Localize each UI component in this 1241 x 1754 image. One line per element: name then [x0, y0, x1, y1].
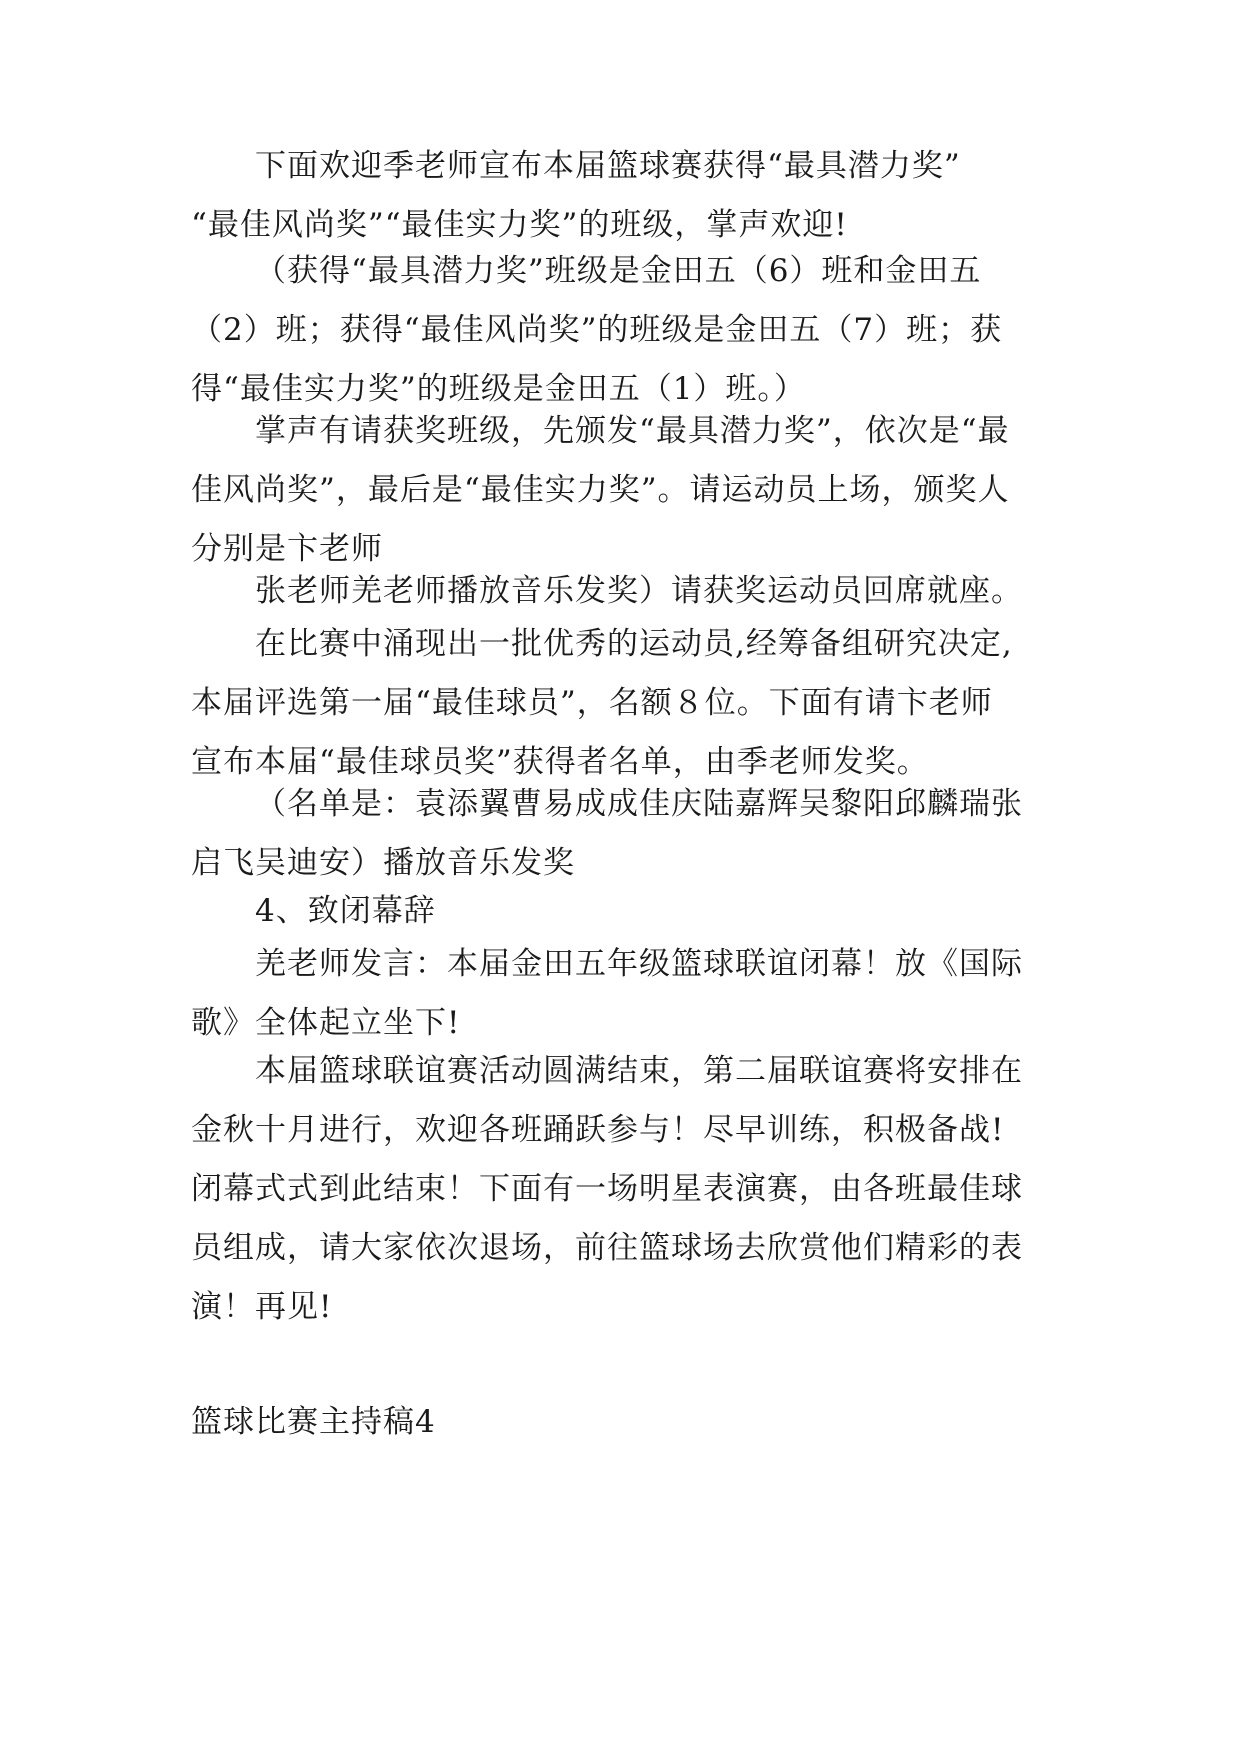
paragraph-award-announcement: [191, 137, 1051, 255]
text-line: （名单是：袁添翼曹易成成佳庆陆嘉辉吴黎阳邱麟瑞张: [255, 786, 1023, 822]
text-line: 掌声有请获奖班级，先颁发“最具潜力奖”，依次是“最: [255, 413, 1010, 449]
paragraph-closing-speech-title: [191, 882, 1051, 941]
section-heading: 篮球比赛主持稿4: [191, 1404, 436, 1440]
paragraph-award-ceremony: [191, 402, 1051, 579]
text-line: （2）班；获得“最佳风尚奖”的班级是金田五（7）班；获: [191, 312, 1003, 348]
text-line: 本届评选第一届“最佳球员”，名额８位。下面有请卞老师: [191, 685, 993, 721]
paragraph-closing-remarks: [191, 935, 1051, 1053]
text-line: 张老师羌老师播放音乐发奖）请获奖运动员回席就座。: [255, 573, 1023, 609]
text-line: 员组成，请大家依次退场，前往篮球场去欣赏他们精彩的表: [191, 1230, 1023, 1266]
paragraph-best-player: [191, 615, 1051, 792]
text-line: 得“最佳实力奖”的班级是金田五（1）班。）: [191, 371, 806, 407]
text-line: 金秋十月进行，欢迎各班踊跃参与！尽早训练，积极备战!: [191, 1112, 1005, 1148]
text-line: 演！再见!: [191, 1289, 333, 1325]
text-line: “最佳风尚奖”“最佳实力奖”的班级，掌声欢迎!: [191, 207, 848, 243]
text-line: 4、致闭幕辞: [255, 893, 436, 929]
paragraph-award-winners: [191, 242, 1051, 419]
text-line: 本届篮球联谊赛活动圆满结束，第二届联谊赛将安排在: [255, 1053, 1023, 1089]
text-line: （获得“最具潜力奖”班级是金田五（6）班和金田五: [255, 253, 982, 289]
text-line: 歌》全体起立坐下!: [191, 1005, 461, 1041]
text-line: 在比赛中涌现出一批优秀的运动员,经筹备组研究决定,: [255, 626, 1013, 662]
text-line: 分别是卞老师: [191, 531, 383, 567]
paragraph-event-conclusion: [191, 1042, 1051, 1337]
paragraph-player-list: [191, 775, 1051, 893]
text-line: 闭幕式式到此结束！下面有一场明星表演赛，由各班最佳球: [191, 1171, 1023, 1207]
text-line: 佳风尚奖”，最后是“最佳实力奖”。请运动员上场，颁奖人: [191, 472, 1010, 508]
text-line: 启飞吴迪安）播放音乐发奖: [191, 845, 575, 881]
text-line: 下面欢迎季老师宣布本届篮球赛获得“最具潜力奖”: [255, 148, 961, 184]
text-line: 羌老师发言：本届金田五年级篮球联谊闭幕！放《国际: [255, 946, 1023, 982]
text-line: 宣布本届“最佳球员奖”获得者名单，由季老师发奖。: [191, 744, 929, 780]
paragraph-presenters: [191, 562, 1051, 621]
